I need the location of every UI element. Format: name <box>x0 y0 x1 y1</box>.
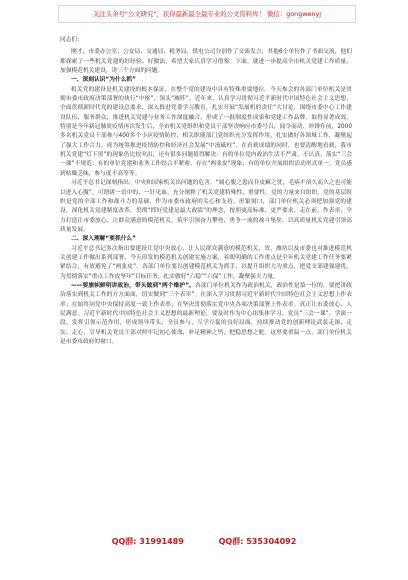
paragraph: 刚才，市委办公室、公安局、交通局、税务局、供电公司分别作了交流发言，其他6个单位作了书面交流，他们都探索了一些机关党建的好经验、好做法，希望大家认真学习借鉴。下面，就进一步提高全市机关党建工作质量、加强模范机关建设，讲三个方面的问题。 <box>60 49 352 75</box>
section-heading: 二、深入理解“要抓什么” <box>71 236 136 243</box>
paragraph: 习近平总书记深刻指出，中央和国家机关出问题的危害，“属心腹之患而非皮癣之忧，毛病不治久而久之也可能以进入心腹”。可谓诸一语中的、一针见血，充分阐释了机关党建特殊性、重要性。党的力量来自组织，党的基层组织是党的全部工作和战斗力的基础，作为市委市政府的关心和支持，形象窗口，部门单位机关必须把加强党的建设，深化机关党建制度改革，贯彻“抓好党建是最大政绩”的理念，按照更高标准、更严要求，走在前，作表率，全力打造让市委放心、让群众满意的模范机关，筑牢引领奋力攀登、勇争一流的战斗堡垒，以高质量机关党建引领高质量发展。 <box>60 180 352 233</box>
document-body <box>60 36 352 347</box>
paragraph-text: 各部门单位机关作为政治机关，政治性是第一位的，要把讲政治落实到机关工作的方方面面，切实做到“三个表率”。在深入学习贯彻习近平新时代中国特色社会主义思想上作表率；在始终同党中央保持高度一致上作表率；在坚决贯彻落实党中央各项决策部署上作表率。真正让市委放心、人民满意。习近平新时代中国特色社会主义思想的最新理论，要及时作为中心组集体学习、党员“三会一课”、学深一段、发挥引领示范作用，形成领导带头、全员参与、互学互促的良好局面，持续推动党的创新理论武装走深、走实、走心，引导机关党员干部对照牢记初心使命，补足精神之钙，把稳思想之舵。这里要重温一点，部门单位机关是市委市政府的窗口。 <box>60 282 353 345</box>
header-banner: 关注头条号"公文研究"，获得最新最全最专业的公文资料库！ 微信：gongwenyj <box>58 5 356 23</box>
sub-heading: ——要旗帜鲜明讲政治，带头做到“两个维护”。 <box>71 282 196 289</box>
paragraph-with-subheading <box>60 282 352 347</box>
paragraph: 习近平总书记多次指出要建设让党中央放心、让人民群众满意的模范机关，省、潍坊以及市委也对推进模范机关创建工作做出系列部署。今天印发的模范机关创建实施方案，着眼明确的工作重点是全年机关党建工作任务要紧紧结合，有效避免了“两张皮”。各部门单位要以创建模范机关为抓手，以提升组织力为重点，把党支部建强建优，为贯彻落实“重点工作攻坚年”目标任务，扎实做好“六稳”“六保”工作，凝聚强大力量。 <box>60 245 352 280</box>
salutation: 同志们： <box>60 37 83 43</box>
paragraph: 机关党的建设是机关建设的根本保证，在整个党的建设中具有特殊重要地位。今天参会的各部门单位机关是贯彻市委市政府决策部署的执行“中枢”、领头“雁阵”。近年来，认真学习贯彻习近平新时代中国特色社会主义思想，全面贯彻新时代党的建设总要求，深入推进党委学习教育，扎实开展“发展机的责任”大讨论，围绕市委中心工作建设队伍，服务群众，推进机关党建与业务工作深度融合，形成了一批制度性成果和党建工作品牌，取得显著成效。特别是今年新冠肺炎疫情再次发生后，全市机关党组织和党员干部坚决响应市委号召，闻令而动、冲锋在前，2000多名机关党员干部参与400多个小区疫情防控，相关职能部门党组织充分发挥作用，扎实做好各领域工作，凝聚起了强大工作合力，成为统筹推进疫情防控和经济社会发展“中流砥柱”。在看到成绩的同时，也要清醒地看到，我市机关党建“灯下黑”的现象仍比较突出，还有很多问题值得解决：有的单位党内政治生活不严肃、不认真，落实“三会一课”不规范；有的单位党建和业务工作结合不紧密，存在“两张皮”现象；有的单位开展组织活动形式单一，党员感到枯燥乏味，参与度不高等等。 <box>60 86 352 177</box>
section-heading: 一、深刻认识“为什么抓” <box>71 77 136 84</box>
qq-group-2: QQ群: 535304092 <box>218 537 297 546</box>
footer-contact <box>0 536 408 547</box>
qq-group-1: QQ群: 31991489 <box>111 537 184 546</box>
